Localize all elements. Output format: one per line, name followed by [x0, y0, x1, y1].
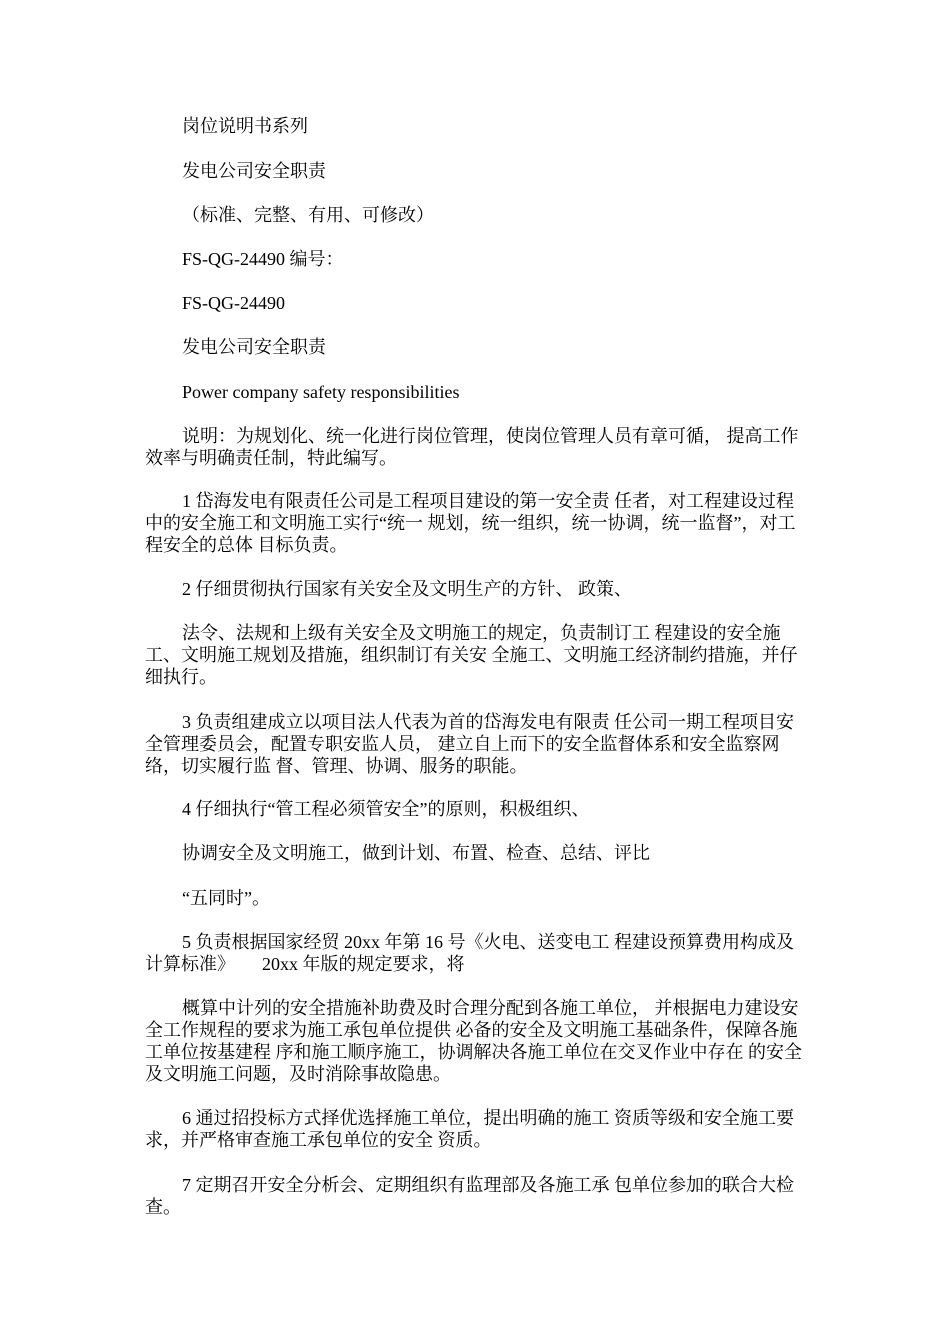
duty-item-5-continued: 概算中计列的安全措施补助费及时合理分配到各施工单位， 并根据电力建设安全工作规程的要求为施工承包单位提供 必备的安全及文明施工基础条件，保障各施工单位按基建程 序和施工顺序施工，协调解决各施工单位在交叉作业中存在 的安全及文明施工问题，及时消除事故隐患。: [145, 998, 802, 1084]
duty-item-3: 3 负责组建成立以项目法人代表为首的岱海发电有限责 任公司一期工程项目安全管理委员会，配置专职安监人员， 建立自上而下的安全监督体系和安全监察网络，切实履行监 督、管理、协调、服务的职能。: [145, 712, 794, 776]
duty-item-5: 5 负责根据国家经贸 20xx 年第 16 号《火电、送变电工 程建设预算费用构成及计算标准》 20xx 年版的规定要求，将: [145, 932, 794, 974]
series-title: 岗位说明书系列: [182, 116, 308, 136]
duty-item-2-continued: 法令、法规和上级有关安全及文明施工的规定，负责制订工 程建设的安全施工、文明施工规划及措施，组织制订有关安 全施工、文明施工经济制约措施，并仔细执行。: [145, 623, 798, 687]
document-title: 发电公司安全职责: [182, 161, 326, 181]
english-title: Power company safety responsibilities: [182, 382, 460, 402]
duty-item-2: 2 仔细贯彻执行国家有关安全及文明生产的方针、 政策、: [182, 579, 632, 599]
document-subtitle: （标准、完整、有用、可修改）: [182, 205, 434, 225]
duty-item-4-continued: 协调安全及文明施工，做到计划、布置、检查、总结、评比: [182, 843, 650, 863]
duty-item-1: 1 岱海发电有限责任公司是工程项目建设的第一安全责 任者，对工程建设过程中的安全施工和文明施工实行“统一 规划，统一组织，统一协调，统一监督”，对工程安全的总体 目标负责。: [145, 491, 796, 555]
duty-item-7: 7 定期召开安全分析会、定期组织有监理部及各施工承 包单位参加的联合大检查。: [145, 1175, 794, 1217]
document-number-label: FS-QG-24490 编号：: [182, 249, 344, 269]
description-paragraph: 说明：为规划化、统一化进行岗位管理，使岗位管理人员有章可循， 提高工作效率与明确责任制，特此编写。: [145, 426, 799, 468]
duty-item-6: 6 通过招投标方式择优选择施工单位，提出明确的施工 资质等级和安全施工要求，并严格审查施工承包单位的安全 资质。: [145, 1108, 794, 1150]
document-title-repeat: 发电公司安全职责: [182, 337, 326, 357]
duty-item-4-end: “五同时”。: [182, 888, 270, 908]
document-number: FS-QG-24490: [182, 293, 286, 313]
duty-item-4: 4 仔细执行“管工程必须管安全”的原则，积极组织、: [182, 799, 590, 819]
